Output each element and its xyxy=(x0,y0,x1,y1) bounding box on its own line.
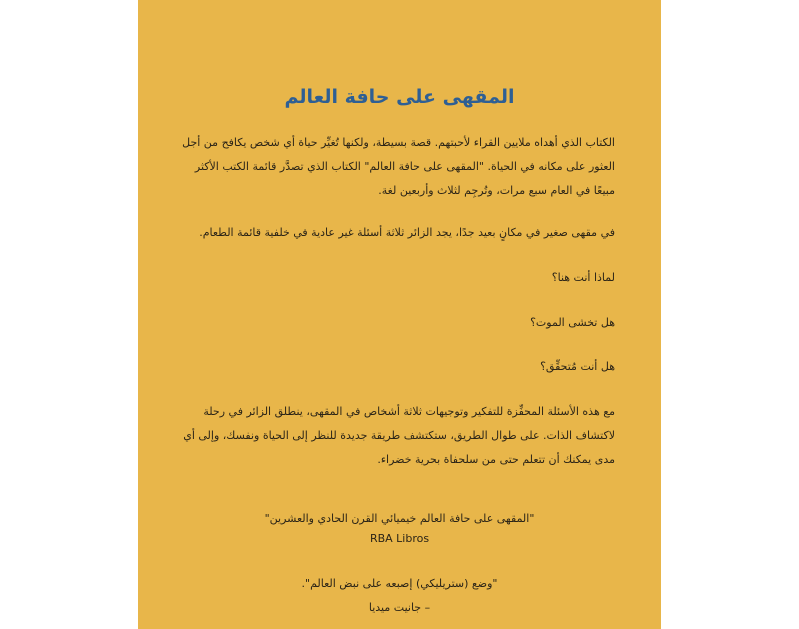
review-source-1: RBA Libros xyxy=(369,532,430,545)
review-quote-1: "المقهى على حافة العالم خيميائي القرن الحادي والعشرين" xyxy=(264,512,535,525)
question-fear-death: هل تخشى الموت؟ xyxy=(530,316,615,329)
book-title: المقهى على حافة العالم xyxy=(284,86,515,108)
intro-paragraph: الكتاب الذي أهداه ملايين القراء لأحبتهم. قصة بسيطة، ولكنها تُغيِّر حياة أي شخص يكافح من أجل العثور على مكانه في الحياة. "المقهى على حافة العالم" الكتاب الذي تصدَّر قائمة الكتب الأكثر مبيعًا في العام سبع مرات، وتُرجِم لثلاث وأربعين لغة. xyxy=(182,136,615,197)
question-why-here: لماذا أنت هنا؟ xyxy=(551,271,615,284)
review-source-2: – جانيت ميديا xyxy=(368,601,431,614)
question-fulfilled: هل أنت مُتحقِّق؟ xyxy=(540,360,615,373)
journey-paragraph: مع هذه الأسئلة المحفِّزة للتفكير وتوجيهات ثلاثة أشخاص في المقهى، ينطلق الزائر في رحلة لاكتشاف الذات. على طوال الطريق، ستكتشف طريقة جديدة للنظر إلى الحياة ونفسك، وإلى أي مدى يمكنك أن تتعلم حتى من سلحفاة بحرية خضراء. xyxy=(183,405,615,466)
book-back-cover xyxy=(138,0,661,629)
setting-paragraph: في مقهى صغير في مكانٍ بعيد جدًا، يجد الزائر ثلاثة أسئلة غير عادية في خلفية قائمة الطعام. xyxy=(199,226,615,239)
review-quote-2: "وضع (ستريليكي) إصبعه على نبض العالم". xyxy=(301,577,498,590)
